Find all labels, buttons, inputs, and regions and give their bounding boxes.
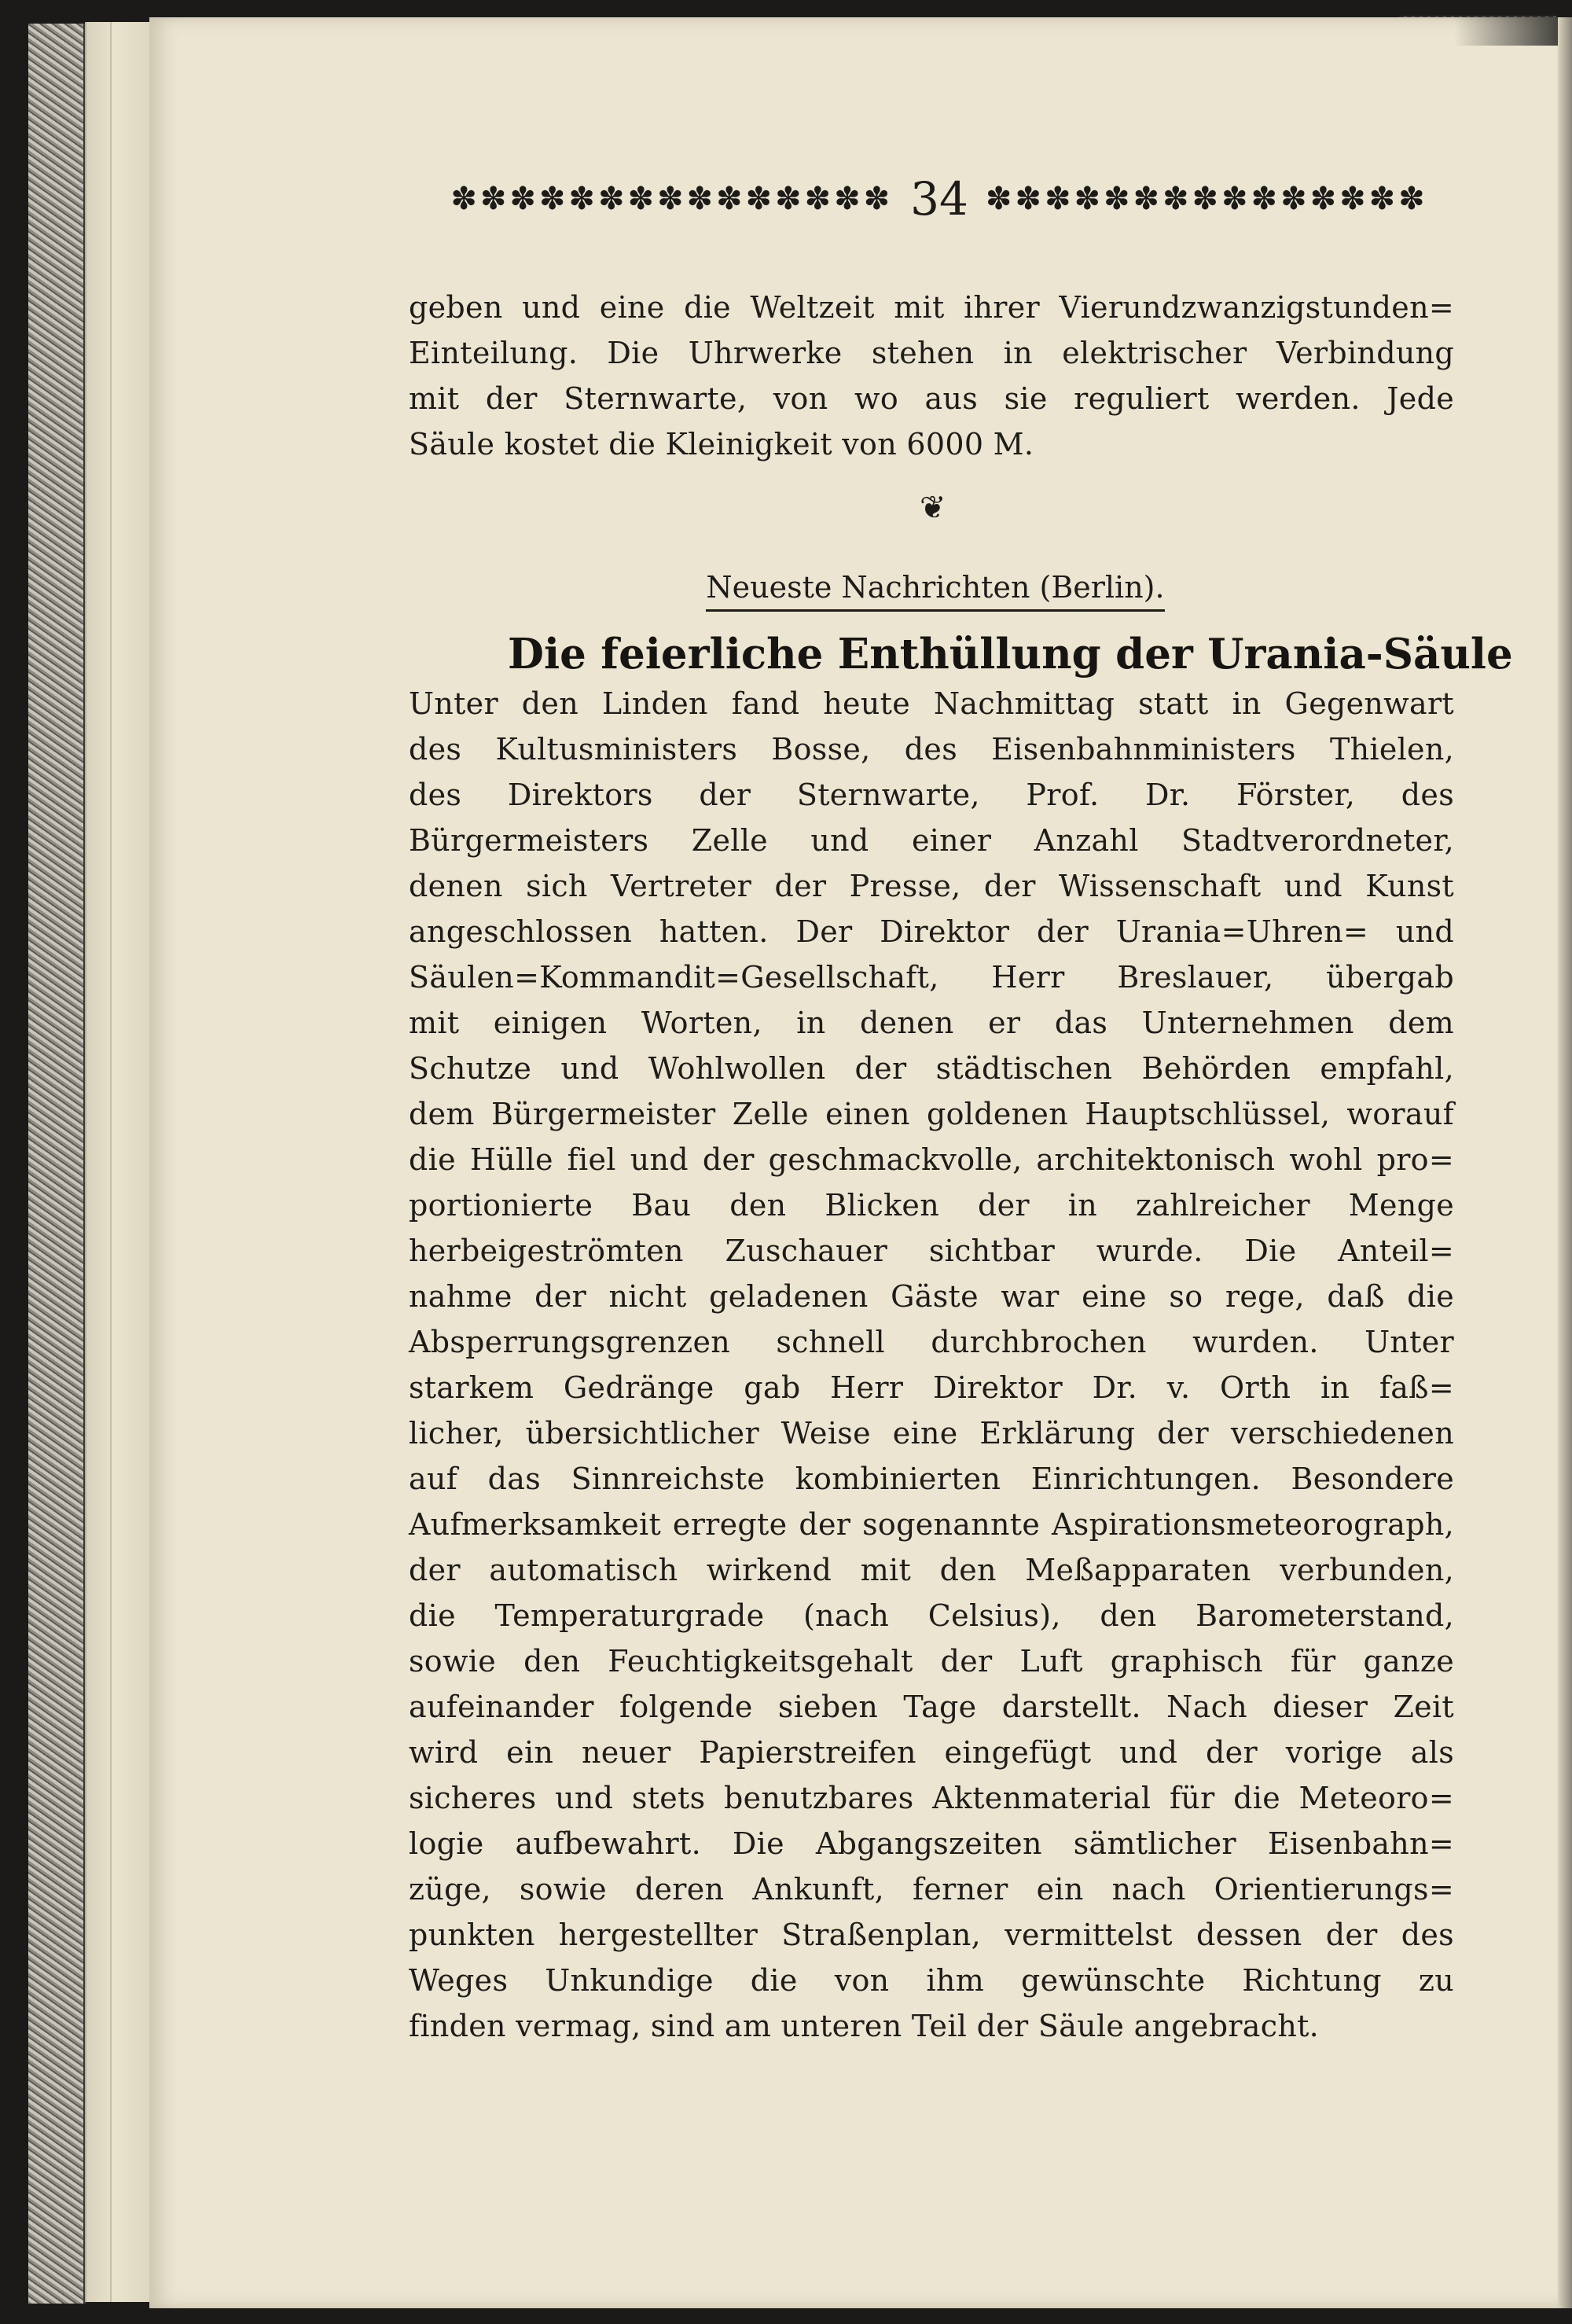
article-body: [409, 681, 1454, 2049]
text-line: Bürgermeisters Zelle und einer Anzahl Stadtverordneter,: [409, 823, 1454, 858]
text-line: des Direktors der Sternwarte, Prof. Dr. Förster, des: [409, 778, 1454, 812]
text-line: Weges Unkundige die von ihm gewünschte Richtung zu: [409, 1963, 1454, 1998]
text-line: finden vermag, sind am unteren Teil der Säule angebracht.: [409, 2009, 1320, 2043]
fleuron-divider: ❦: [920, 490, 946, 526]
page-right-edge: [1558, 17, 1572, 2308]
text-line: wird ein neuer Papierstreifen eingefügt und der vorige als: [409, 1735, 1454, 1770]
text-line: aufeinander folgende sieben Tage darstellt. Nach dieser Zeit: [409, 1690, 1454, 1724]
section-title: [692, 570, 1179, 605]
text-line: logie aufbewahrt. Die Abgangszeiten sämtlicher Eisenbahn=: [409, 1826, 1454, 1861]
text-line: Absperrungsgrenzen schnell durchbrochen wurden. Unter: [409, 1325, 1454, 1359]
text-line: Säulen=Kommandit=Gesellschaft, Herr Breslauer, übergab: [409, 960, 1454, 995]
text-line: portionierte Bau den Blicken der in zahlreicher Menge: [409, 1188, 1454, 1223]
book-cover-edge: [28, 24, 86, 2304]
text-line: nahme der nicht geladenen Gäste war eine so rege, daß die: [409, 1279, 1454, 1314]
text-line: züge, sowie deren Ankunft, ferner ein nach Orientierungs=: [409, 1872, 1454, 1907]
text-line: geben und eine die Weltzeit mit ihrer Vierundzwanzigstunden=: [409, 290, 1454, 325]
text-line: denen sich Vertreter der Presse, der Wissenschaft und Kunst: [409, 869, 1454, 903]
text-line: starkem Gedränge gab Herr Direktor Dr. v. Orth in faß=: [409, 1370, 1454, 1405]
text-line: Unter den Linden fand heute Nachmittag statt in Gegenwart: [409, 686, 1454, 721]
text-line: licher, übersichtlicher Weise eine Erklärung der verschiedenen: [409, 1416, 1454, 1451]
text-line: mit einigen Worten, in denen er das Unternehmen dem: [409, 1006, 1454, 1040]
text-line: Säule kostet die Kleinigkeit von 6000 M.: [409, 427, 1034, 461]
page-stack: [85, 22, 156, 2302]
intro-paragraph: [409, 285, 1454, 467]
header-stars-left: ✽✽✽✽✽✽✽✽✽✽✽✽✽✽✽: [450, 183, 894, 215]
text-line: die Temperaturgrade (nach Celsius), den Barometerstand,: [409, 1598, 1454, 1633]
text-line: Einteilung. Die Uhrwerke stehen in elektrischer Verbindung: [409, 336, 1454, 370]
text-line: punkten hergestellter Straßenplan, vermittelst dessen der des: [409, 1918, 1454, 1952]
header-stars-right: ✽✽✽✽✽✽✽✽✽✽✽✽✽✽✽: [985, 183, 1428, 215]
text-line: der automatisch wirkend mit den Meßapparaten verbunden,: [409, 1553, 1454, 1587]
text-line: angeschlossen hatten. Der Direktor der Urania=Uhren= und: [409, 914, 1454, 949]
text-line: auf das Sinnreichste kombinierten Einrichtungen. Besondere: [409, 1462, 1454, 1496]
article-headline: Die feierliche Enthüllung der Urania-Säule: [508, 630, 1513, 678]
text-line: sicheres und stets benutzbares Aktenmaterial für die Meteoro=: [409, 1781, 1454, 1815]
text-line: Aufmerksamkeit erregte der sogenannte Aspirationsmeteorograph,: [409, 1507, 1454, 1542]
text-line: Schutze und Wohlwollen der städtischen Behörden empfahl,: [409, 1051, 1454, 1086]
text-line: mit der Sternwarte, von wo aus sie reguliert werden. Jede: [409, 381, 1454, 416]
page-number: 34: [910, 172, 968, 226]
page-corner-shadow: [1454, 17, 1564, 46]
text-line: dem Bürgermeister Zelle einen goldenen Hauptschlüssel, worauf: [409, 1097, 1454, 1131]
section-title-text: Neueste Nachrichten (Berlin).: [706, 570, 1164, 612]
text-line: herbeigeströmten Zuschauer sichtbar wurde. Die Anteil=: [409, 1234, 1454, 1268]
page-header: [417, 171, 1462, 226]
text-line: die Hülle fiel und der geschmackvolle, architektonisch wohl pro=: [409, 1142, 1454, 1177]
text-line: sowie den Feuchtigkeitsgehalt der Luft graphisch für ganze: [409, 1644, 1454, 1679]
text-line: des Kultusministers Bosse, des Eisenbahnministers Thielen,: [409, 732, 1454, 767]
